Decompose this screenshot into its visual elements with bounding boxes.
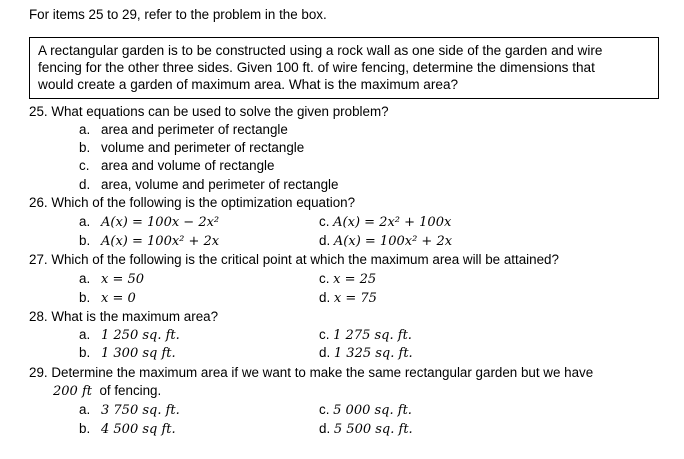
- q29-option-b: [79, 421, 176, 438]
- option-value: 5 500 sq. ft.: [333, 422, 413, 437]
- option-equation: A(x) = 100x² + 2x: [101, 234, 220, 249]
- question-text: of fencing.: [99, 383, 162, 398]
- option-equation: x = 50: [101, 272, 145, 287]
- option-value: 3 750 sq. ft.: [101, 403, 180, 418]
- option-letter: d.: [319, 345, 331, 360]
- q27-option-b: [79, 290, 136, 307]
- option-equation: A(x) = 100x − 2x²: [101, 215, 220, 230]
- option-letter: a.: [79, 327, 91, 342]
- q29-option-a: [79, 402, 180, 419]
- option-equation: x = 75: [333, 291, 377, 306]
- option-value: 1 300 sq ft.: [101, 346, 176, 361]
- option-value: 4 500 sq ft.: [101, 422, 176, 437]
- q27-option-a: [79, 271, 144, 288]
- q28-option-c: [319, 327, 412, 344]
- option-equation: x = 25: [333, 272, 377, 287]
- q26-option-c: [319, 214, 451, 231]
- q25-option-b: [79, 140, 304, 156]
- option-letter: c.: [319, 271, 330, 286]
- q25-option-d: [79, 177, 338, 193]
- q27-option-c: [319, 271, 376, 288]
- option-text: volume and perimeter of rectangle: [101, 140, 305, 155]
- option-letter: b.: [79, 290, 91, 305]
- option-letter: b.: [79, 345, 91, 360]
- option-letter: c.: [319, 214, 330, 229]
- problem-box: [29, 37, 659, 99]
- q27-option-d: [319, 290, 377, 307]
- option-letter: a.: [79, 214, 91, 229]
- q25-option-a: [79, 122, 288, 138]
- option-letter: d.: [319, 233, 331, 248]
- option-text: area and perimeter of rectangle: [101, 122, 288, 137]
- option-letter: a.: [79, 271, 91, 286]
- option-text: area and volume of rectangle: [101, 158, 275, 173]
- q28-option-b: [79, 345, 176, 362]
- option-letter: d.: [319, 421, 331, 436]
- q29-question: 29. Determine the maximum area if we want to make the same rectangular garden but we have: [29, 365, 594, 380]
- option-letter: c.: [79, 158, 90, 173]
- problem-line-2: fencing for the other three sides. Given 100 ft. of wire fencing, determine the dimensions that: [38, 60, 595, 75]
- fencing-amount: 200 ft: [53, 384, 92, 399]
- q26-option-d: [319, 233, 452, 250]
- option-value: 1 275 sq. ft.: [333, 328, 412, 343]
- q27-question: 27. Which of the following is the critical point at which the maximum area will be attained?: [29, 252, 559, 267]
- option-letter: b.: [79, 421, 91, 436]
- q26-option-a: [79, 214, 219, 231]
- option-value: 1 325 sq. ft.: [333, 346, 413, 361]
- intro-text: For items 25 to 29, refer to the problem in the box.: [29, 7, 327, 22]
- option-text: area, volume and perimeter of rectangle: [101, 177, 339, 192]
- q25-option-c: [79, 158, 274, 174]
- q25-question: 25. What equations can be used to solve the given problem?: [29, 104, 389, 119]
- option-letter: a.: [79, 402, 91, 417]
- q26-question: 26. Which of the following is the optimization equation?: [29, 195, 356, 210]
- option-letter: d.: [79, 177, 91, 192]
- option-value: 1 250 sq. ft.: [101, 328, 180, 343]
- option-equation: x = 0: [101, 291, 136, 306]
- q29-option-d: [319, 421, 413, 438]
- problem-line-3: would create a garden of maximum area. What is the maximum area?: [38, 77, 459, 92]
- option-letter: d.: [319, 290, 331, 305]
- option-letter: b.: [79, 233, 91, 248]
- q28-question: 28. What is the maximum area?: [29, 309, 219, 324]
- option-equation: A(x) = 100x² + 2x: [333, 234, 453, 249]
- option-letter: b.: [79, 140, 91, 155]
- q26-option-b: [79, 233, 219, 250]
- option-equation: A(x) = 2x² + 100x: [333, 215, 452, 230]
- q29-question-continued: [53, 383, 161, 400]
- option-value: 5 000 sq. ft.: [333, 403, 412, 418]
- option-letter: a.: [79, 122, 91, 137]
- problem-line-1: A rectangular garden is to be constructed using a rock wall as one side of the garden and wire: [38, 43, 603, 58]
- q28-option-d: [319, 345, 413, 362]
- q28-option-a: [79, 327, 180, 344]
- option-letter: c.: [319, 327, 330, 342]
- q29-option-c: [319, 402, 412, 419]
- option-letter: c.: [319, 402, 330, 417]
